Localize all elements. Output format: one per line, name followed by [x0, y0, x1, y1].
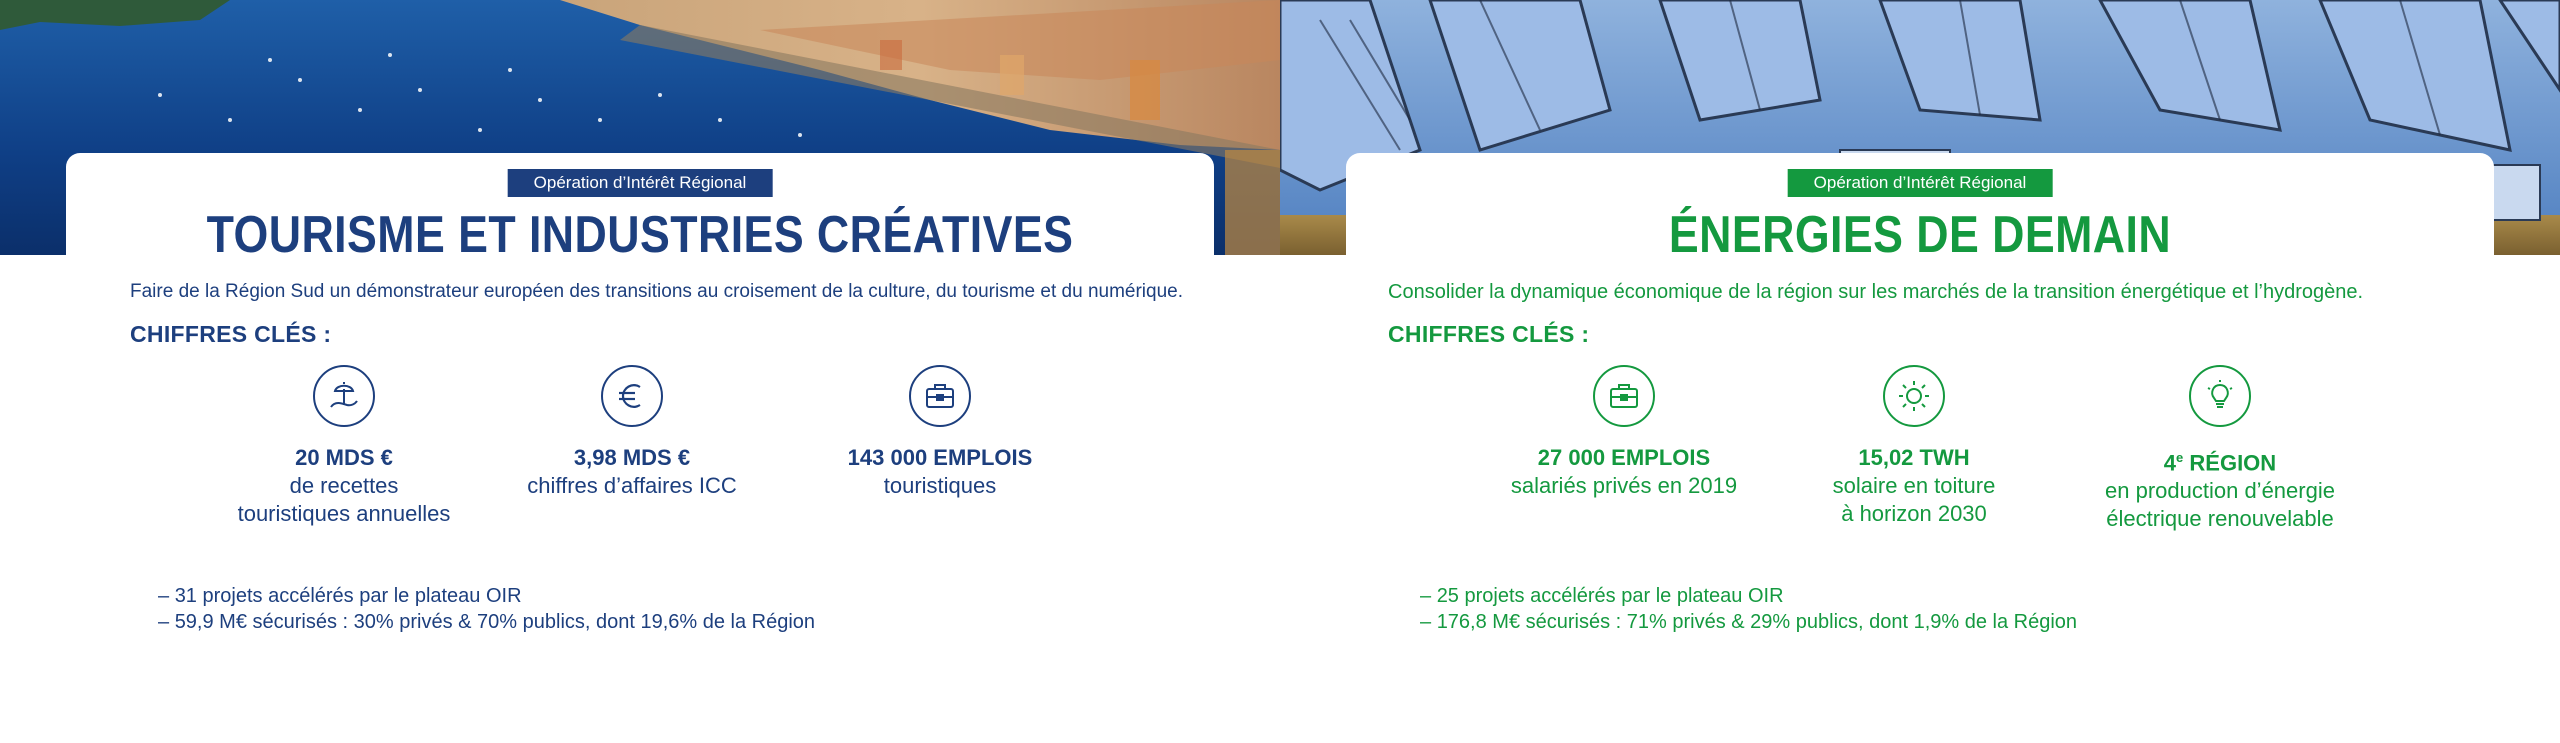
- briefcase-icon: [909, 365, 971, 427]
- stat-value: 27 000 EMPLOIS: [1537, 445, 1711, 470]
- list-item: – 25 projets accélérés par le plateau OIR: [1420, 583, 2077, 609]
- info-card: [66, 153, 1214, 743]
- bullet-list: [1420, 583, 2077, 635]
- stat-value: 143 000 EMPLOIS: [847, 445, 1033, 470]
- info-card: [1346, 153, 2494, 743]
- stat-description: de recettes touristiques annuelles: [237, 473, 451, 526]
- list-item: – 176,8 M€ sécurisés : 71% privés & 29% publics, dont 1,9% de la Région: [1420, 609, 2077, 635]
- euro-icon: [601, 365, 663, 427]
- stat-value: 15,02 TWH: [1858, 445, 1970, 470]
- sun-icon: [1883, 365, 1945, 427]
- stat-tourism-revenue: [194, 365, 494, 528]
- beach-umbrella-island-icon: [313, 365, 375, 427]
- oir-panel-energy: [1280, 0, 2560, 743]
- stat-icc-revenue: [482, 365, 782, 500]
- stat-rooftop-solar: [1764, 365, 2064, 528]
- stat-description: solaire en toiture à horizon 2030: [1832, 473, 1996, 526]
- stat-renewable-rank: [2070, 365, 2370, 533]
- oir-badge: Opération d’Intérêt Régional: [1788, 169, 2053, 197]
- stat-energy-jobs: [1474, 365, 1774, 500]
- stat-description: chiffres d’affaires ICC: [527, 473, 737, 498]
- briefcase-icon: [1593, 365, 1655, 427]
- stat-value: 3,98 MDS €: [573, 445, 691, 470]
- key-figures-heading: CHIFFRES CLÉS :: [130, 321, 332, 347]
- stat-value: 20 MDS €: [295, 445, 393, 470]
- oir-badge: Opération d’Intérêt Régional: [508, 169, 773, 197]
- key-figures-heading: CHIFFRES CLÉS :: [1388, 321, 1590, 347]
- page-title: ÉNERGIES DE DEMAIN: [1668, 206, 2172, 264]
- lightbulb-icon: [2189, 365, 2251, 427]
- stat-description: touristiques: [883, 473, 997, 498]
- list-item: – 31 projets accélérés par le plateau OIR: [158, 583, 815, 609]
- subtitle: Consolider la dynamique économique de la région sur les marchés de la transition énergétique et l’hydrogène.: [1388, 281, 2364, 303]
- stat-description: salariés privés en 2019: [1510, 473, 1738, 498]
- stat-tourism-jobs: [790, 365, 1090, 500]
- bullet-list: [158, 583, 815, 635]
- list-item: – 59,9 M€ sécurisés : 30% privés & 70% publics, dont 19,6% de la Région: [158, 609, 815, 635]
- subtitle: Faire de la Région Sud un démonstrateur européen des transitions au croisement de la culture, du tourisme et du numérique.: [130, 281, 1183, 302]
- page-title: TOURISME ET INDUSTRIES CRÉATIVES: [206, 206, 1074, 264]
- stat-value: 4e RÉGION: [2163, 450, 2277, 476]
- stat-description: en production d’énergie électrique renouvelable: [2105, 478, 2335, 532]
